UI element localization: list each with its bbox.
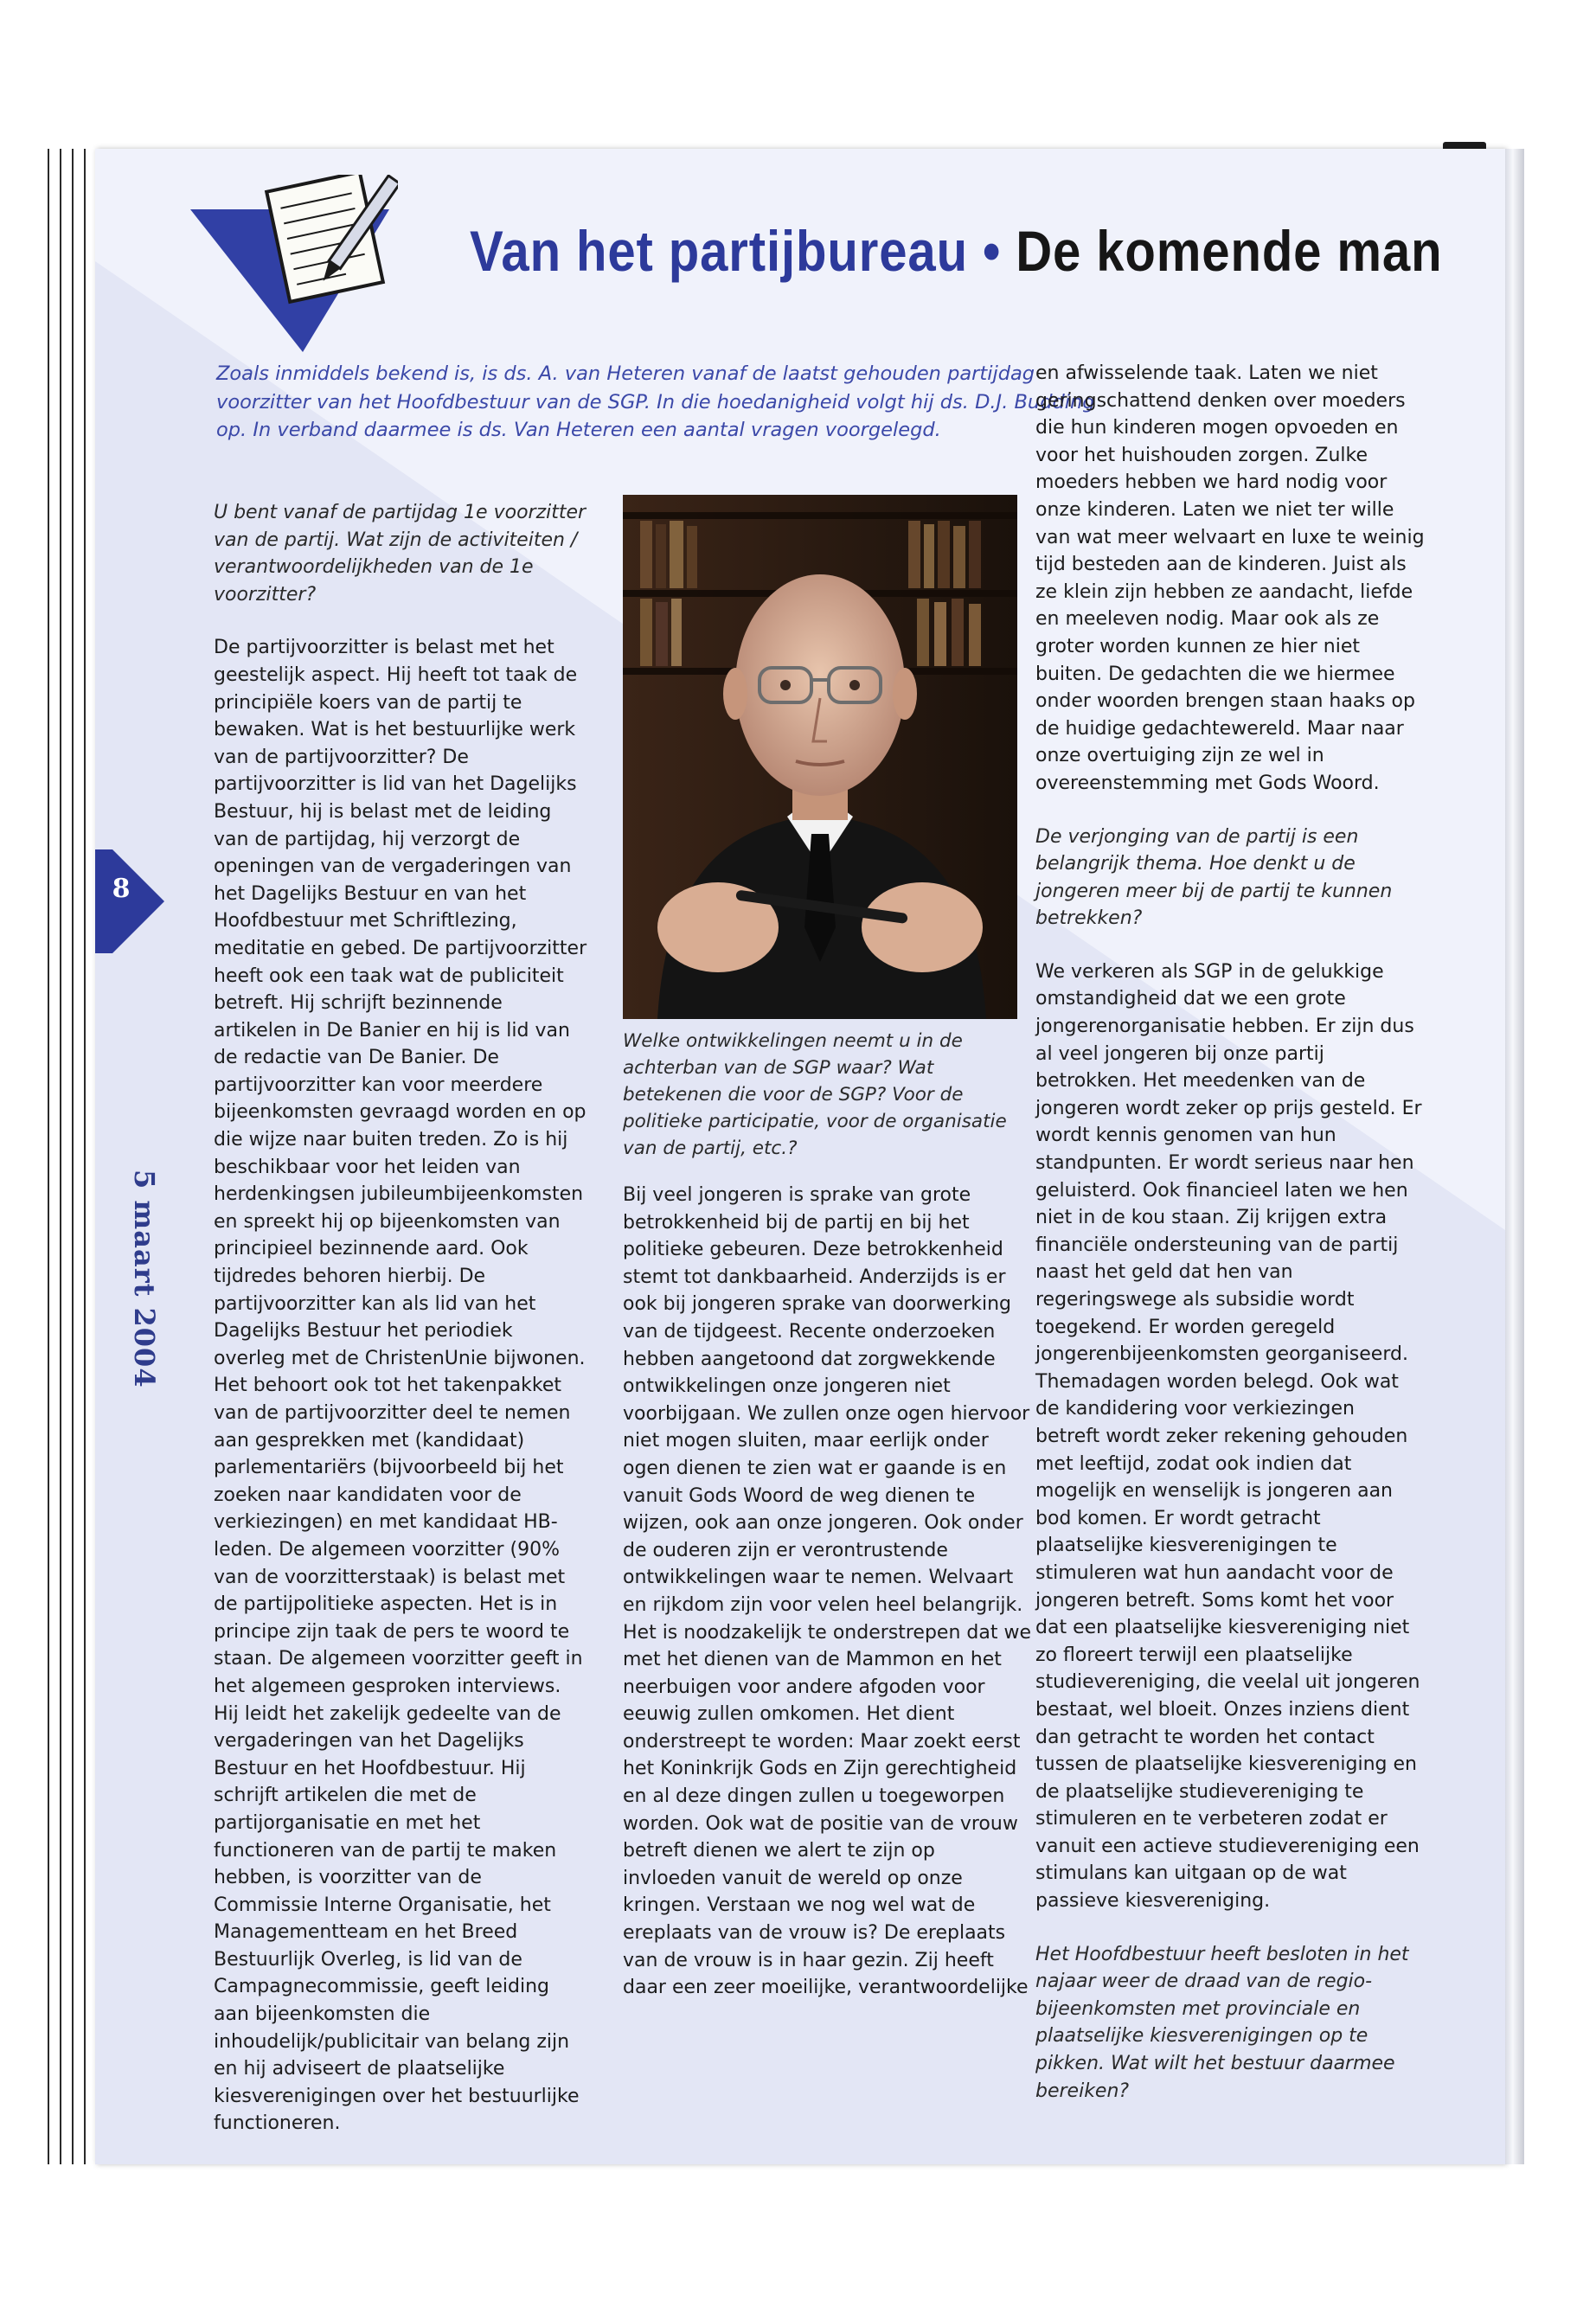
page-edge-line bbox=[48, 149, 49, 2164]
issue-date: 5 maart 2004 bbox=[128, 1170, 161, 1388]
page-edge-line bbox=[60, 149, 61, 2164]
page-edge-line bbox=[84, 149, 86, 2164]
answer-2-continued: en afwisselende taak. Laten we niet geringschattend denken over moeders die hun kinderen mogen opvoeden en voor het huishouden zorgen. Zulke moeders hebben we hard nodig voor onze kinderen. Laten we niet ter wille van wat meer welvaart en luxe te weinig tijd besteden aan de kinderen. Juist als ze klein zijn hebben ze aandacht, liefde en meeleven nodig. Maar ook als ze groter worden kunnen ze hier niet buiten. De gedachten die we hiermee onder woorden brengen staan haaks op de huidige gedachtewereld. Maar naar onze overtuiging zijn ze wel in overeenstemming met Gods Woord. bbox=[1035, 362, 1425, 794]
title-section: Van het partijbureau • bbox=[470, 219, 1016, 283]
intro-paragraph: Zoals inmiddels bekend is, is ds. A. van Heteren vanaf de laatst gehouden partijdag voorzitter van het Hoofdbestuur van de SGP. In die hoedanigheid volgt hij ds. D.J. Budding op. In verband daarmee is ds. Van Heteren een aantal vragen voorgelegd. bbox=[216, 362, 1095, 441]
page-title bbox=[470, 218, 1443, 284]
text-column-1 bbox=[214, 499, 590, 2138]
answer-3: We verkeren als SGP in de gelukkige omstandigheid dat we een grote jongerenorganisatie hebben. Er zijn dus al veel jongeren bij onze partij betrokken. Het meedenken van de jongeren wordt zeker op prijs gesteld. Er wordt kennis genomen van hun standpunten. Er wordt serieus naar hen geluisterd. Ook financieel laten we hen niet in de kou staan. Zij krijgen extra financiële ondersteuning van de partij naast het geld dat hen van regeringswege als subsidie wordt toegekend. Er worden geregeld jongerenbijeenkomsten georganiseerd. Themadagen worden belegd. Ook wat de kandidering voor verkiezingen betreft wordt zeker rekening gehouden met leeftijd, zodat ook indien dat mogelijk en wenselijk is jongeren aan bod komen. Er wordt getracht plaatselijke kiesverenigingen te stimuleren wat hun aandacht voor de jongeren betreft. Soms komt het voor dat een plaatselijke kiesvereniging niet zo floreert terwijl een plaatselijke studievereniging, die veelal uit jongeren bestaat, wel bloeit. Onzes inziens dient dan getracht te worden het contact tussen de plaatselijke kiesvereniging en de plaatselijke studievereniging te stimuleren en te verbeteren zodat er vanuit een actieve studievereniging een stimulans kan uitgaan op de wat passieve kiesvereniging. bbox=[1035, 960, 1422, 1913]
answer-2: Bij veel jongeren is sprake van grote betrokkenheid bij de partij en bij het politieke gebeuren. Deze betrokkenheid stemt tot dankbaarheid. Anderzijds is er ook bij jongeren sprake van doorwerking van de tijdgeest. Recente onderzoeken hebben aangetoond dat zorgwekkende ontwikkelingen onze jongeren niet voorbijgaan. We zullen onze ogen hiervoor niet mogen sluiten, maar eerlijk onder ogen dienen te zien wat er gaande is en vanuit Gods Woord de weg dienen te wijzen, ook aan onze jongeren. Ook onder de ouderen zijn er verontrustende ontwikkelingen waar te nemen. Welvaart en rijkdom zijn voor velen heel belangrijk. Het is noodzakelijk te onderstrepen dat we met het dienen van de Mammon en het neerbuigen voor andere afgoden voor eeuwig zullen omkomen. Het dient onderstreept te worden: Maar zoekt eerst het Koninkrijk Gods en Zijn gerechtigheid en al deze dingen zullen u toegeworpen worden. Ook wat de positie van de vrouw betreft dienen we alert te zijn op invloeden vanuit de wereld op onze kringen. Verstaan we nog wel wat de ereplaats van de vrouw is? De ereplaats van de vrouw is in haar gezin. Zij heeft daar een zeer moeilijke, verantwoordelijke bbox=[623, 1184, 1032, 1999]
portrait-photo bbox=[623, 495, 1017, 1019]
page-right-edge bbox=[1505, 149, 1524, 2164]
question-1: U bent vanaf de partijdag 1e voorzitter van de partij. Wat zijn de activiteiten / verantwoordelijkheden van de 1e voorzitter? bbox=[214, 502, 586, 606]
interview-question-2: Welke ontwikkelingen neemt u in de achterban van de SGP waar? Wat betekenen die voor de SGP? Voor de politieke participatie, voor de organisatie van de partij, etc.? bbox=[623, 1030, 1007, 1159]
magazine-page bbox=[95, 149, 1505, 2164]
question-4: Het Hoofdbestuur heeft besloten in het najaar weer de draad van de regio-bijeenkomsten met provinciale en plaatselijke kiesverenigingen op te pikken. Wat wilt het bestuur daarmee bereiken? bbox=[1035, 1943, 1409, 2102]
page-number: 8 bbox=[112, 874, 131, 904]
question-3: De verjonging van de partij is een belangrijk thema. Hoe denkt u de jongeren meer bij de partij te kunnen betrekken? bbox=[1035, 825, 1393, 930]
text-column-3 bbox=[1035, 360, 1425, 2105]
text-column-2 bbox=[623, 1182, 1034, 2002]
portrait-illustration bbox=[623, 495, 1017, 1019]
answer-1: De partijvoorzitter is belast met het geestelijk aspect. Hij heeft tot taak de principiële koers van de partij te bewaken. Wat is het bestuurlijke werk van de partijvoorzitter? De partijvoorzitter is lid van het Dagelijks Bestuur, hij is belast met de leiding van de partijdag, hij verzorgt de openingen van de vergaderingen van het Dagelijks Bestuur en van het Hoofdbestuur met Schriftlezing, meditatie en gebed. De partijvoorzitter heeft ook een taak wat de publiciteit betreft. Hij schrijft bezinnende artikelen in De Banier en hij is lid van de redactie van De Banier. De partijvoorzitter kan voor meerdere bijeenkomsten gevraagd worden en op die wijze naar buiten treden. Zo is hij beschikbaar voor het leiden van herdenkingsen jubileumbijeenkomsten en spreekt hij op bijeenkomsten van principieel bezinnende aard. Ook tijdredes behoren hierbij. De partijvoorzitter kan als lid van het Dagelijks Bestuur het periodiek overleg met de ChristenUnie bijwonen. Het behoort ook tot het takenpakket van de partijvoorzitter deel te nemen aan gesprekken met (kandidaat) parlementariërs (bijvoorbeeld bij het zoeken naar kandidaten voor de verkiezingen) en met kandidaat HB-leden. De algemeen voorzitter (90% van de voorzitterstaak) is belast met de partijpolitieke aspecten. Het is in principe zijn taak de pers te woord te staan. De algemeen voorzitter geeft in het algemeen gesproken interviews. Hij leidt het zakelijk gedeelte van de vergaderingen van het Dagelijks Bestuur en het Hoofdbestuur. Hij schrijft artikelen die met de partijorganisatie en met het functioneren van de partij te maken hebben, is voorzitter van de Commissie Interne Organisatie, het Managementteam en het Breed Bestuurlijk Overleg, is lid van de Campagnecommissie, geeft leiding aan bijeenkomsten die inhoudelijk/publicitair van belang zijn en hij adviseert de plaatselijke kiesverenigingen over het bestuurlijke functioneren. bbox=[214, 637, 587, 2135]
notepad-pen-icon bbox=[190, 175, 398, 356]
title-headline: De komende man bbox=[1016, 219, 1443, 283]
page-edge-line bbox=[72, 149, 74, 2164]
